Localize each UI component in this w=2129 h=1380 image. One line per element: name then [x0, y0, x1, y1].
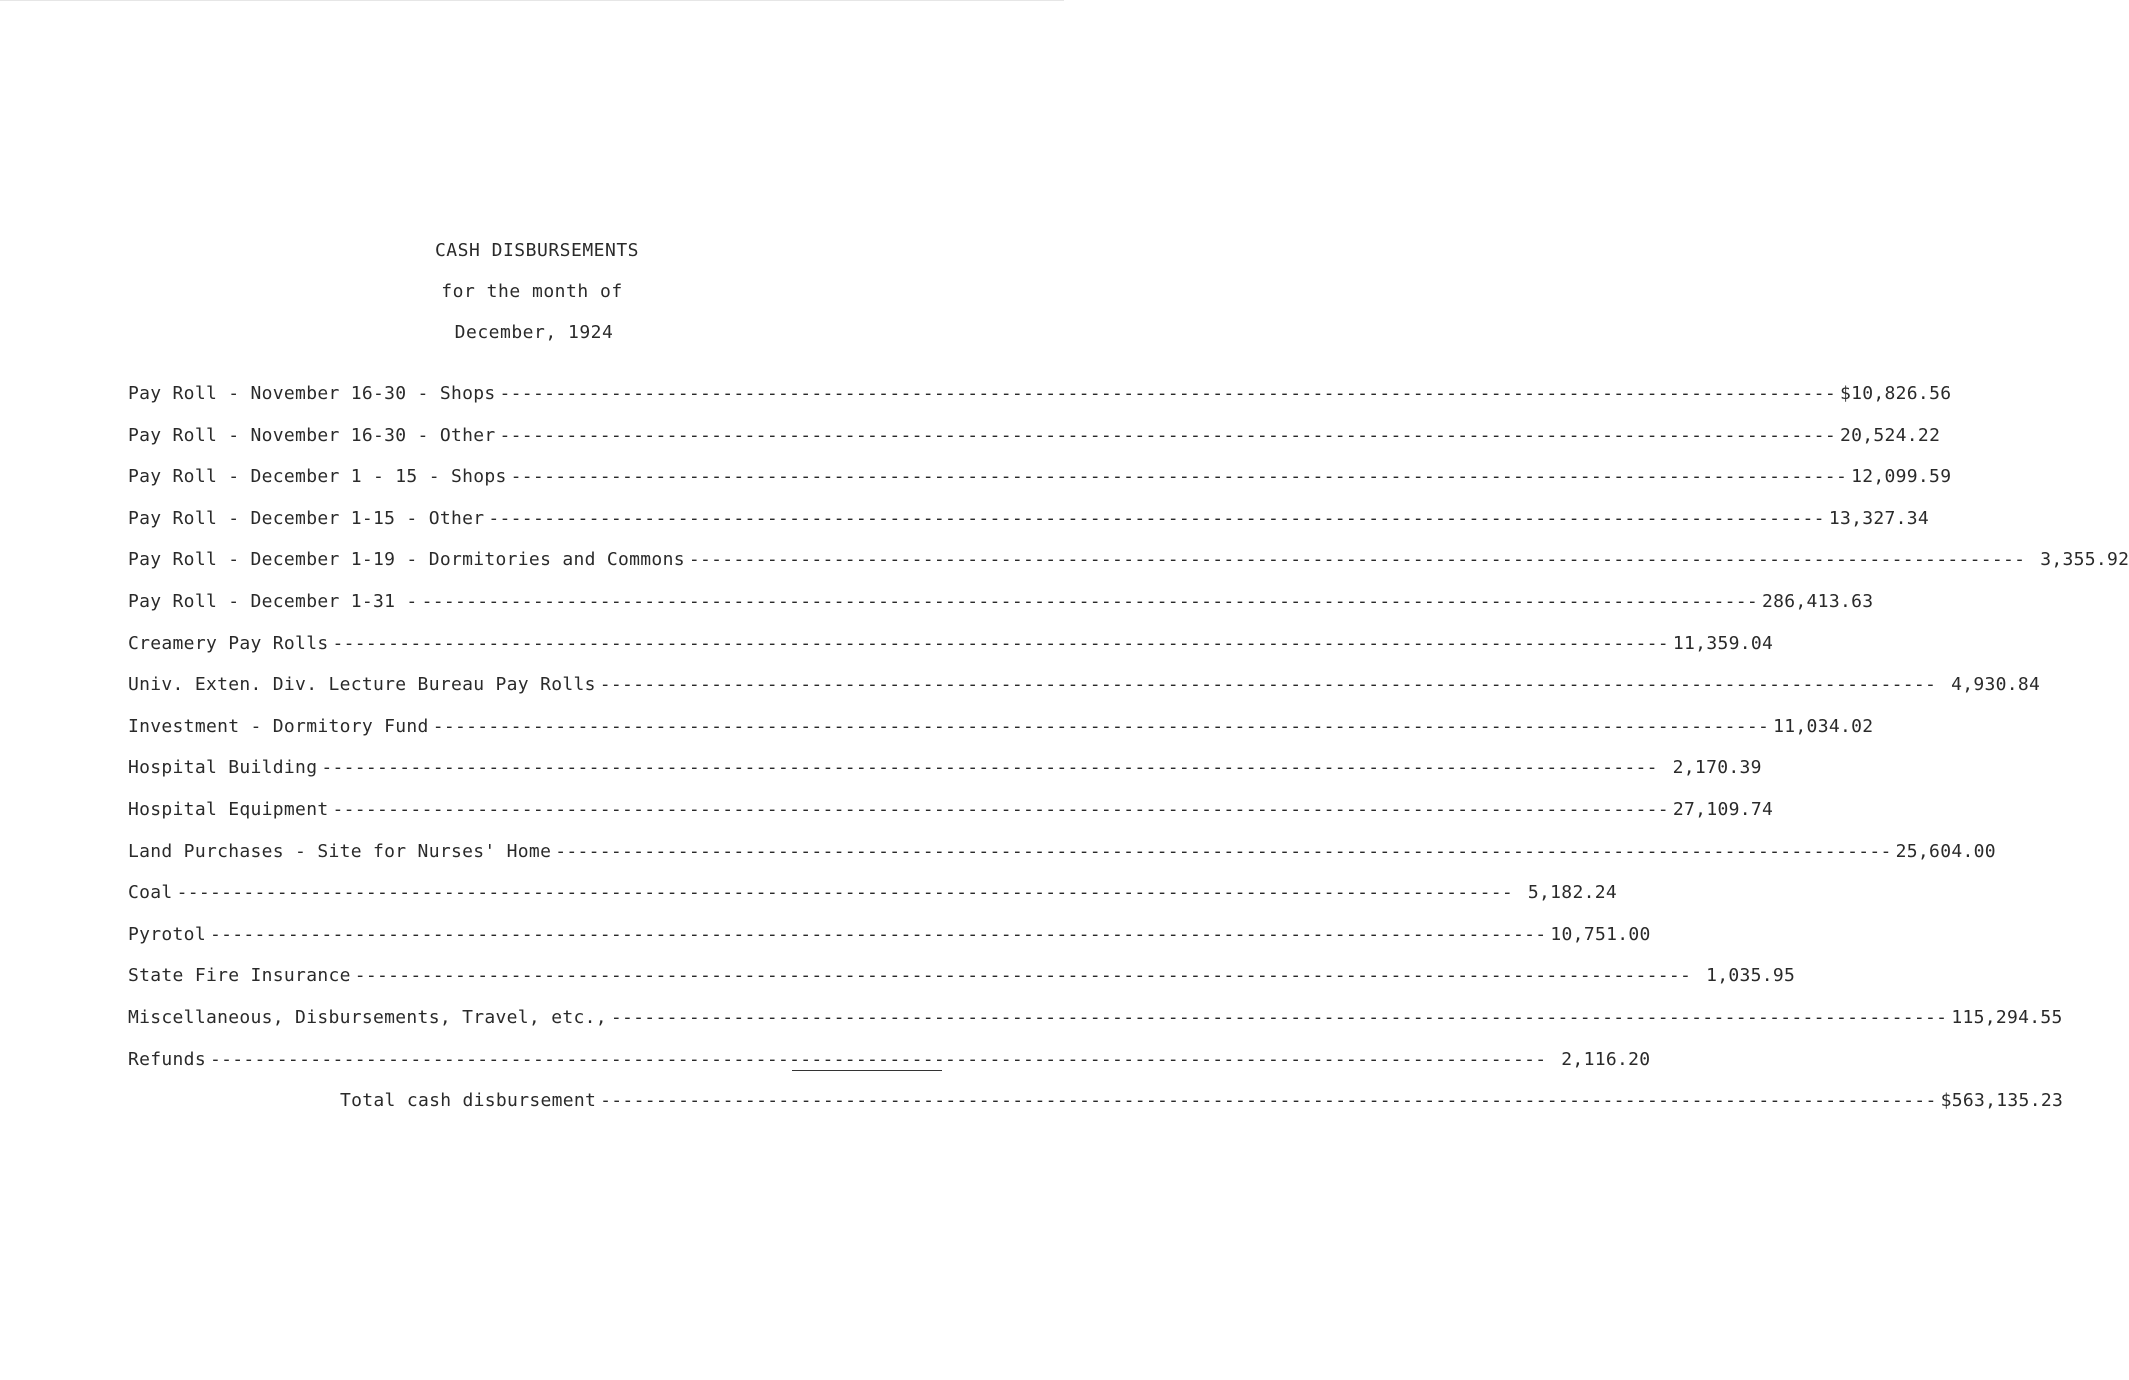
leader-dashes: ------------------------------------------------------------------------------------------------------------------------	[421, 590, 1758, 612]
disbursement-row	[128, 507, 1930, 550]
disbursement-row	[128, 715, 1874, 758]
disbursement-row	[128, 882, 1617, 924]
item-label: Hospital Equipment	[128, 798, 329, 820]
item-amount: 13,327.34	[1828, 507, 1930, 529]
item-amount: 3,355.92	[2040, 549, 2129, 571]
item-label: Pay Roll - December 1-31 -	[128, 590, 418, 612]
disbursement-row	[128, 1006, 2063, 1049]
leader-dashes: ------------------------------------------------------------------------------------------------------------------------	[610, 1006, 1948, 1028]
disbursement-row	[128, 590, 1874, 633]
leader-dashes: ------------------------------------------------------------------------------------------------------------------------	[600, 1090, 1937, 1111]
item-amount: 1,035.95	[1706, 965, 1796, 987]
item-label: Refunds	[128, 1048, 206, 1070]
leader-dashes: ------------------------------------------------------------------------------------------------------------------------	[599, 674, 1937, 696]
subtotal-rule	[792, 1070, 942, 1071]
item-label: Creamery Pay Rolls	[128, 632, 329, 654]
item-label: State Fire Insurance	[128, 965, 351, 987]
item-amount: 20,524.22	[1839, 424, 1941, 446]
leader-dashes: ------------------------------------------------------------------------------------------------------------------------	[176, 882, 1513, 904]
leader-dashes: ------------------------------------------------------------------------------------------------------------------------	[555, 840, 1892, 862]
total-row	[340, 1090, 2064, 1111]
total-amount: $563,135.23	[1940, 1090, 2064, 1111]
disbursement-row	[128, 549, 2129, 591]
disbursement-row	[128, 383, 1952, 425]
item-label: Pay Roll - December 1-15 - Other	[128, 507, 485, 529]
leader-dashes: ------------------------------------------------------------------------------------------------------------------------	[688, 549, 2026, 571]
item-amount: 115,294.55	[1951, 1006, 2063, 1028]
item-label: Pay Roll - December 1 - 15 - Shops	[128, 466, 507, 488]
item-amount: 2,116.20	[1561, 1048, 1651, 1070]
leader-dashes: ------------------------------------------------------------------------------------------------------------------------	[354, 965, 1692, 987]
total-label: Total cash disbursement	[340, 1090, 597, 1111]
leader-dashes: ------------------------------------------------------------------------------------------------------------------------	[432, 715, 1770, 737]
item-label: Hospital Building	[128, 757, 318, 779]
leader-dashes: ------------------------------------------------------------------------------------------------------------------------	[332, 632, 1669, 654]
item-amount: 4,930.84	[1951, 674, 2041, 696]
item-label: Land Purchases - Site for Nurses' Home	[128, 840, 552, 862]
item-amount: 11,359.04	[1672, 632, 1774, 654]
item-amount: 27,109.74	[1672, 798, 1774, 820]
disbursement-row	[128, 424, 1941, 467]
disbursement-row	[128, 757, 1762, 799]
disbursement-row	[128, 923, 1651, 966]
leader-dashes: ------------------------------------------------------------------------------------------------------------------------	[488, 507, 1825, 529]
leader-dashes: ------------------------------------------------------------------------------------------------------------------------	[499, 383, 1836, 404]
item-label: Pay Roll - November 16-30 - Other	[128, 424, 496, 446]
item-label: Pay Roll - November 16-30 - Shops	[128, 383, 496, 404]
document-subtitle: for the month of	[441, 281, 623, 302]
item-amount: 286,413.63	[1762, 590, 1874, 612]
disbursement-row	[128, 965, 1796, 1007]
disbursement-row	[128, 674, 2041, 716]
document-period: December, 1924	[454, 322, 614, 343]
leader-dashes: ------------------------------------------------------------------------------------------------------------------------	[321, 757, 1658, 779]
item-amount: 2,170.39	[1672, 757, 1762, 779]
item-label: Investment - Dormitory Fund	[128, 715, 429, 737]
item-label: Miscellaneous, Disbursements, Travel, etc.,	[128, 1006, 607, 1028]
leader-dashes: ------------------------------------------------------------------------------------------------------------------------	[510, 466, 1848, 488]
leader-dashes: ------------------------------------------------------------------------------------------------------------------------	[499, 424, 1836, 446]
disbursement-row	[128, 840, 1996, 883]
item-amount: 25,604.00	[1895, 840, 1996, 862]
disbursement-row	[128, 632, 1774, 675]
item-label: Pay Roll - December 1-19 - Dormitories and Commons	[128, 549, 685, 571]
document-title: CASH DISBURSEMENTS	[434, 240, 640, 261]
leader-dashes: ------------------------------------------------------------------------------------------------------------------------	[209, 1048, 1547, 1070]
disbursement-row	[128, 466, 1952, 508]
disbursement-row	[128, 798, 1774, 841]
leader-dashes: ------------------------------------------------------------------------------------------------------------------------	[209, 923, 1547, 945]
item-amount: 5,182.24	[1527, 882, 1617, 904]
item-label: Pyrotol	[128, 923, 206, 945]
item-amount: 12,099.59	[1851, 466, 1952, 488]
disbursement-list	[128, 383, 2129, 1090]
item-amount: 11,034.02	[1773, 715, 1874, 737]
leader-dashes: ------------------------------------------------------------------------------------------------------------------------	[332, 798, 1669, 820]
item-label: Univ. Exten. Div. Lecture Bureau Pay Rolls	[128, 674, 596, 696]
item-amount: $10,826.56	[1839, 383, 1952, 404]
item-label: Coal	[128, 882, 173, 904]
item-amount: 10,751.00	[1550, 923, 1651, 945]
